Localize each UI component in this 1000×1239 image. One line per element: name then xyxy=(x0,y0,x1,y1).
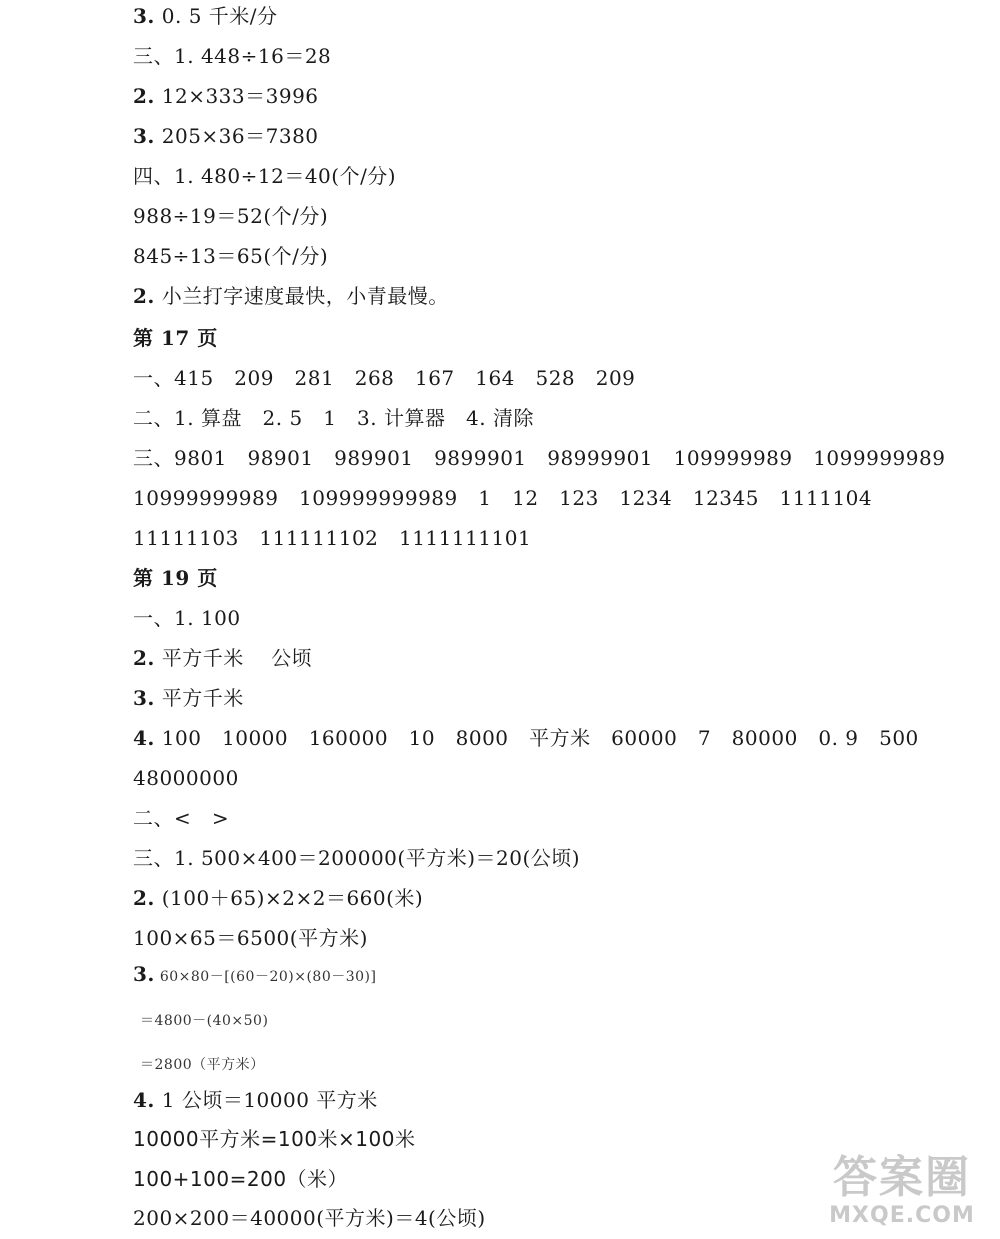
answer-line: 三、9801 98901 989901 9899901 98999901 109999989 1099999989 xyxy=(133,446,946,470)
answer-line: 100+100=200（米） xyxy=(133,1167,349,1191)
answer-line: 10000平方米=100米×100米 xyxy=(133,1127,416,1151)
page-heading-17: 第 17 页 xyxy=(133,326,218,350)
answer-line: 100×65＝6500(平方米) xyxy=(133,926,368,950)
answer-line: 二、< > xyxy=(133,806,230,830)
page-heading-19: 第 19 页 xyxy=(133,566,218,590)
watermark-title: 答案圈 xyxy=(833,1152,971,1203)
answer-line: 四、1. 480÷12＝40(个/分) xyxy=(133,164,397,188)
answer-line: ＝2800（平方米） xyxy=(140,1057,265,1073)
watermark-logo xyxy=(812,1153,992,1235)
answer-line: 4. 100 10000 160000 10 8000 平方米 60000 7 80000 0. 9 500 xyxy=(133,726,919,750)
answer-line: 三、1. 448÷16＝28 xyxy=(133,44,332,68)
answer-line: ＝4800－(40×50) xyxy=(140,1013,269,1029)
answer-line: 3. 60×80－[(60－20)×(80－30)] xyxy=(133,962,377,986)
answer-line: 3. 205×36＝7380 xyxy=(133,124,319,148)
answer-line: 一、1. 100 xyxy=(133,606,241,630)
answer-line: 一、415 209 281 268 167 164 528 209 xyxy=(133,366,636,390)
answer-line: 2. (100＋65)×2×2＝660(米) xyxy=(133,886,424,910)
answer-line: 3. 平方千米 xyxy=(133,686,244,710)
answer-line: 988÷19＝52(个/分) xyxy=(133,204,329,228)
answer-line: 48000000 xyxy=(133,766,239,790)
answer-line: 2. 平方千米 公顷 xyxy=(133,646,313,670)
answer-line: 二、1. 算盘 2. 5 1 3. 计算器 4. 清除 xyxy=(133,406,534,430)
answer-line: 三、1. 500×400＝200000(平方米)＝20(公顷) xyxy=(133,846,581,870)
answer-line: 200×200＝40000(平方米)＝4(公顷) xyxy=(133,1206,486,1230)
answer-line: 3. 0. 5 千米/分 xyxy=(133,4,278,28)
answer-line: 11111103 111111102 1111111101 xyxy=(133,526,532,550)
answer-line: 2. 12×333＝3996 xyxy=(133,84,319,108)
answer-line: 10999999989 109999999989 1 12 123 1234 12345 1111104 xyxy=(133,486,873,510)
answer-line: 845÷13＝65(个/分) xyxy=(133,244,329,268)
answer-line: 4. 1 公顷＝10000 平方米 xyxy=(133,1088,378,1112)
watermark-url: MXQE.COM xyxy=(829,1203,975,1228)
answer-line: 2. 小兰打字速度最快，小青最慢。 xyxy=(133,284,449,308)
